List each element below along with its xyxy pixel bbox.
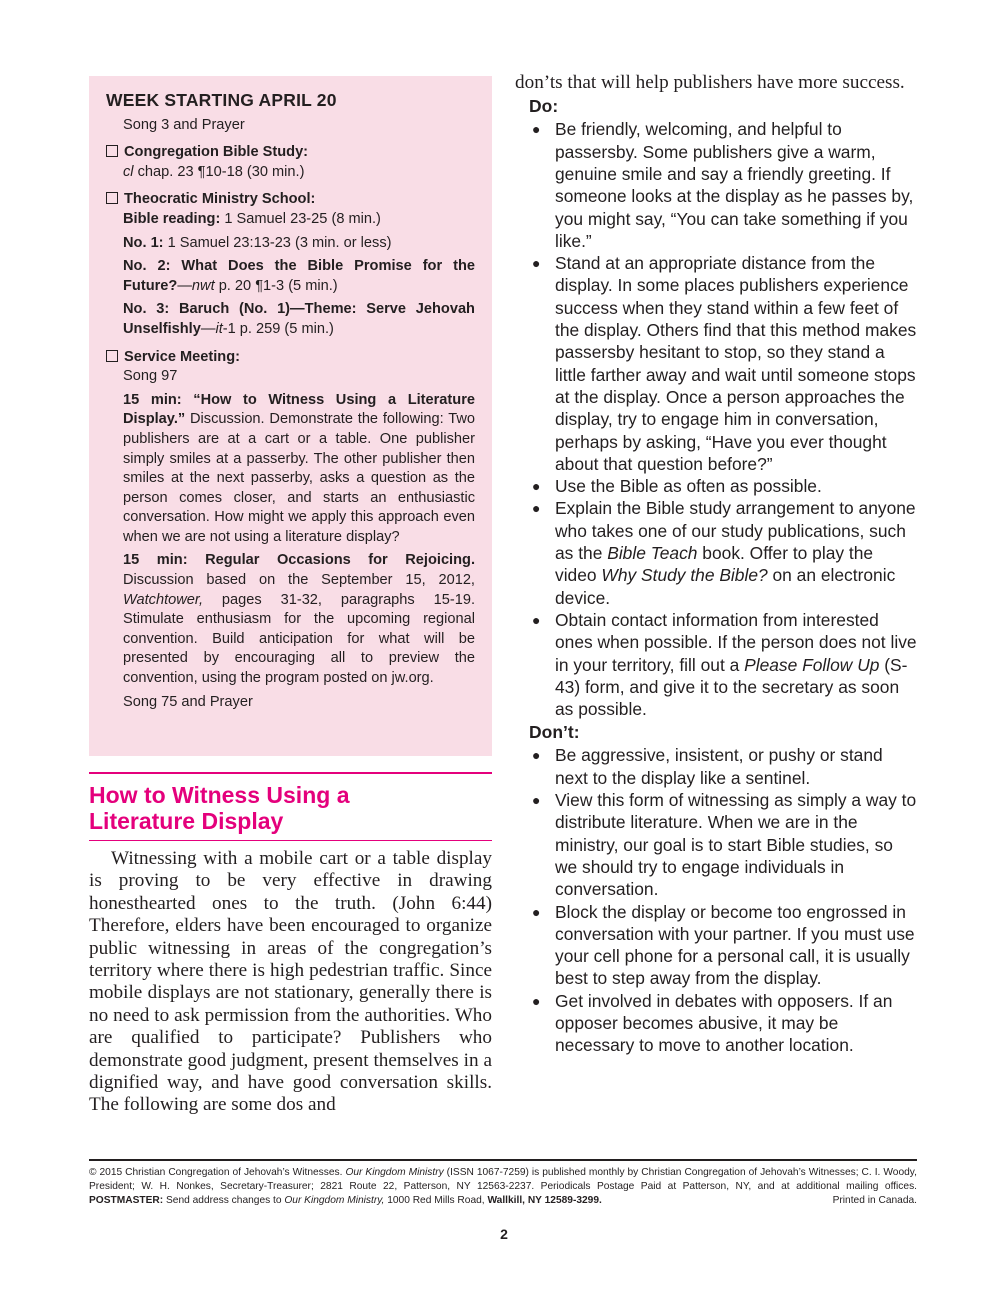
checkbox-icon <box>106 145 118 157</box>
list-item: ● View this form of witnessing as simply a way to distribute literature. When we are in the ministry, our goal is to start Bible studies, so we should try to engage individuals in conversation. <box>532 790 917 900</box>
printed-in: Printed in Canada. <box>832 1195 917 1207</box>
sm-part2: 15 min: Regular Occasions for Rejoicing. Discussion based on the September 15, 2012, Watchtower, pages 31-32, paragraphs 15-19. Stimulate enthusiasm for the upcoming regional convention. Build anticipation for what will be presented by encouraging all to preview the convention, using the program posted on jw.org. <box>123 552 475 687</box>
right-column <box>515 72 917 1057</box>
sm-song: Song 97 <box>123 368 178 385</box>
article-rule-top <box>89 772 492 774</box>
tms-no2: No. 2: What Does the Bible Promise for the Future?—nwt p. 20 ¶1-3 (5 min.) <box>123 258 475 294</box>
checkbox-icon <box>106 350 118 362</box>
week-title: WEEK STARTING APRIL 20 <box>106 90 337 110</box>
do-list <box>515 118 917 720</box>
list-item: ● Use the Bible as often as possible. <box>532 476 822 497</box>
list-item: ● Be friendly, welcoming, and helpful to passersby. Some publishers give a warm, genuine smile and say a friendly greeting. If someone looks at the display as he passes by, you might say, “You can take something if you like.” <box>532 119 914 251</box>
list-item: ● Stand at an appropriate distance from the display. In some places publishers experience success when they stand within a few feet of the display. Others find that this method makes passersby hesitant to stop, so they stand a little farther away and wait until someone stops at the display. Once a person approaches the display, try to engage him in conversation, perhaps by asking, “Have you ever thought about that question before?” <box>532 253 917 474</box>
cbs-heading: Congregation Bible Study: <box>106 143 475 163</box>
article-continuation: don’ts that will help publishers have more success. <box>515 72 905 93</box>
bullet-icon: ● <box>532 792 541 809</box>
do-heading: Do: <box>529 96 559 117</box>
list-item: ● Get involved in debates with opposers. If an opposer becomes abusive, it may be necessary to move to another location. <box>532 990 893 1056</box>
cbs-reference: cl chap. 23 ¶10-18 (30 min.) <box>123 163 305 180</box>
list-item: ● Be aggressive, insistent, or pushy or stand next to the display like a sentinel. <box>532 745 883 788</box>
sm-heading: Service Meeting: <box>106 348 475 368</box>
list-item: ● Explain the Bible study arrangement to anyone who takes one of our study publications, such as the Bible Teach book. Offer to play the video Why Study the Bible? on an electronic device. <box>532 498 916 608</box>
bullet-icon: ● <box>532 478 541 495</box>
sm-part1: 15 min: “How to Witness Using a Literature Display.” Discussion. Demonstrate the following: Two publishers are at a cart or a table. One publisher simply smiles at a passerby. The other publisher then smiles at the next passerby, asks a question as the person comes closer, and starts an enthusiastic conversation. How might we apply this approach even when we are not using a literature display? <box>123 391 475 545</box>
checkbox-icon <box>106 192 118 204</box>
page-number: 2 <box>500 1226 508 1242</box>
tms-no3: No. 3: Baruch (No. 1)—Theme: Serve Jehovah Unselfishly—it-1 p. 259 (5 min.) <box>123 301 475 337</box>
tms-no1: No. 1: 1 Samuel 23:13-23 (3 min. or less) <box>123 234 392 251</box>
publication-footer: © 2015 Christian Congregation of Jehovah’s Witnesses. Our Kingdom Ministry (ISSN 1067-7259) is published monthly by Christian Congregation of Jehovah’s Witnesses; C. I. Woody, President; W. H. Nonkes, Secretary-Treasurer; 2821 Route 22, Patterson, NY 12563-2237. Periodicals Postage Paid at Patterson, NY, and at additional mailing offices. POSTMASTER: Send address changes to Our Kingdom Ministry, 1000 Red Mills Road, Wallkill, NY 12589-3299. Printed in Canada. <box>89 1166 917 1209</box>
closing-song: Song 75 and Prayer <box>123 693 253 710</box>
bullet-icon: ● <box>532 992 541 1009</box>
footer-rule <box>89 1159 917 1161</box>
article-title: How to Witness Using a Literature Display <box>89 782 350 834</box>
bullet-icon: ● <box>532 255 541 272</box>
bible-reading: Bible reading: 1 Samuel 23-25 (8 min.) <box>123 210 381 227</box>
tms-heading: Theocratic Ministry School: <box>106 190 475 210</box>
article-rule-bottom <box>89 840 492 841</box>
weekly-schedule-box <box>89 76 492 756</box>
dont-heading: Don’t: <box>529 722 580 743</box>
opening-song: Song 3 and Prayer <box>123 116 245 133</box>
list-item: ● Block the display or become too engrossed in conversation with your partner. If you must use your cell phone for a personal call, it is usually best to step away from the display. <box>532 901 915 989</box>
list-item: ● Obtain contact information from interested ones when possible. If the person does not live in your territory, fill out a Please Follow Up (S-43) form, and give it to the secretary as soon as possible. <box>532 609 917 720</box>
dont-list <box>515 744 917 1056</box>
bullet-icon: ● <box>532 747 541 764</box>
article-body: Witnessing with a mobile cart or a table display is proving to be very effective in drawing honesthearted ones to the truth. (John 6:44) Therefore, elders have been encouraged to organize public witnessing in areas of the congregation’s territory where there is high pedestrian traffic. Since mobile displays are not stationary, generally there is no need to ask permission from the authorities. Who are qualified to participate? Publishers who demonstrate good judgment, present themselves in a dignified way, and have good conversation skills. The following are some dos and <box>89 848 492 1116</box>
bullet-icon: ● <box>532 903 541 920</box>
bullet-icon: ● <box>532 611 541 628</box>
bullet-icon: ● <box>532 121 541 138</box>
bullet-icon: ● <box>532 500 541 517</box>
